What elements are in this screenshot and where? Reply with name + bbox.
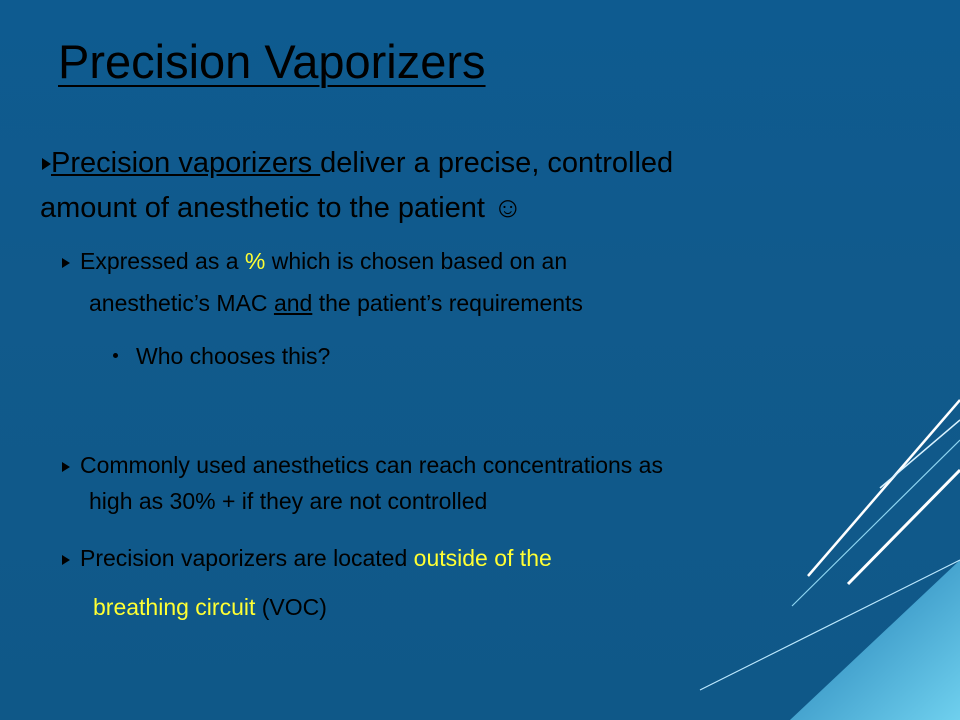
bullet-4-highlight-1: outside of the — [413, 545, 552, 571]
precision-vaporizers-link[interactable]: Precision vaporizers — [51, 147, 321, 179]
bullet-3-line-2: high as 30% + if they are not controlled — [89, 488, 488, 514]
bullet-1-rest: deliver a precise, controlled — [320, 147, 674, 179]
sub-bullet-text: Who chooses this? — [136, 343, 331, 369]
bullet-2-text-cont: which is chosen based on an — [265, 248, 568, 274]
arrow-bullet-icon — [42, 158, 51, 170]
and-emphasis: and — [273, 290, 313, 316]
arrow-bullet-icon — [62, 462, 70, 472]
bullet-4-post: (VOC) — [255, 594, 327, 620]
bullet-2-line-2-post: the patient’s requirements — [312, 290, 583, 316]
bullet-4-line-1 — [62, 541, 552, 575]
bullet-2-text: Expressed as a — [80, 248, 245, 274]
bullet-1-line-1 — [42, 144, 673, 182]
bullet-3-text: Commonly used anesthetics can reach concentrations as — [80, 452, 663, 478]
bullet-4-highlight-2: breathing circuit — [93, 594, 256, 620]
bullet-2-line-1 — [62, 244, 567, 278]
sub-bullet-dot-icon — [113, 353, 118, 358]
percent-highlight: % — [244, 248, 266, 274]
bullet-2-line-2 — [89, 286, 583, 320]
slide-title: Precision Vaporizers — [58, 35, 486, 88]
bullet-1-line-2: amount of anesthetic to the patient ☺ — [40, 192, 523, 224]
arrow-bullet-icon — [62, 258, 70, 268]
bullet-4-text: Precision vaporizers are located — [80, 545, 414, 571]
arrow-bullet-icon — [62, 555, 70, 565]
bullet-2-line-2-pre: anesthetic’s MAC — [89, 290, 274, 316]
bullet-3-line-1 — [62, 448, 663, 482]
bullet-4-line-2 — [93, 590, 327, 624]
